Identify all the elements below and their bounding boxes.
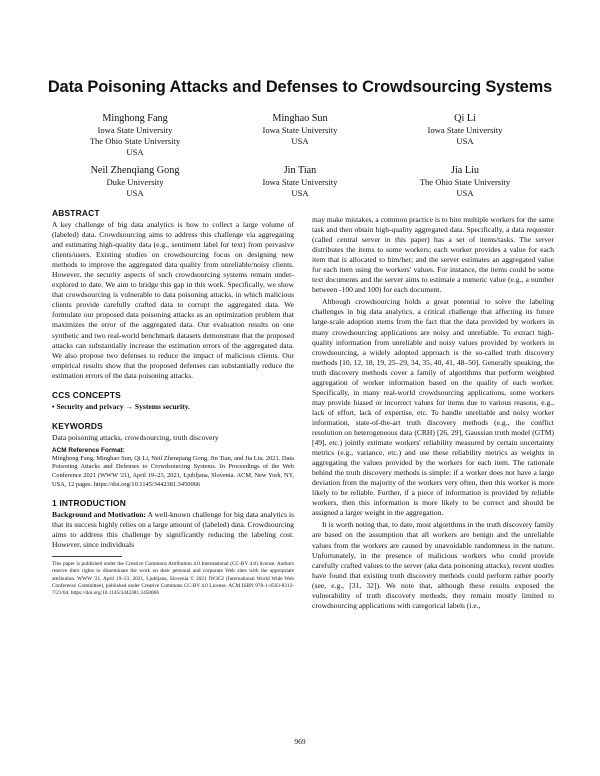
abstract-text: A key challenge of big data analytics is how to collect a large volume of (labeled) data. Crowdsourcing aims to address this challenge via aggregating and estimating high-quality data (e.g., sentiment label for text) from pervasive clients/users. Existing studies on crowdsourcing focus on designing new methods to improve the aggregated data quality from unreliable/noisy clients. However, the security aspects of such crowdsourcing systems remain under-explored to date. We aim to bridge this gap in this work. Specifically, we show that crowdsourcing is vulnerable to data poisoning attacks, in which malicious clients provide carefully crafted data to corrupt the aggregated data. We formulate our proposed data poisoning attacks as an optimization problem that maximizes the error of the aggregated data. Our evaluation results on one synthetic and two real-world benchmark datasets demonstrate that the proposed attacks can substantially increase the estimation errors of the aggregated data. We also propose two defenses to reduce the impact of malicious clients. Our empirical results show that the proposed defenses can substantially reduce the estimation errors of the data poisoning attacks. — [52, 220, 294, 380]
author-4 — [50, 164, 220, 199]
footnote-rule — [52, 556, 122, 557]
right-column — [312, 215, 554, 611]
intro-paragraph-right-1: may make mistakes, a common practice is to hire multiple workers for the same task and then obtain high-quality aggregated data. Specifically, a data requester (called central server in this paper) has a set of items/tasks. The server distributes the items to some workers; each worker provides a value for each item that is allocated to him/her; and the server estimates an aggregated value for each item using the workers' values. For instance, the items could be some text documents and the server aims to estimate a numeric value (e.g., a number between -100 and 100) for each document. — [312, 215, 554, 295]
author-1 — [50, 112, 220, 159]
intro-paragraph-right-3: It is worth noting that, to date, most algorithms in the truth discovery family are based on the assumption that all workers are benign and the unreliable values from the workers are caused by unavoidable randomness in the nature. Unfortunately, in the presence of malicious workers who could provide carefully crafted values to the server (aka data poisoning attacks), recent studies have found that existing truth discovery methods could perform rather poorly (see, e.g., [31, 32]). We note that, although these results exposed the vulnerability of truth discovery methods, they remain mostly limited to crowdsourcing applications with categorical labels (i.e., — [312, 520, 554, 610]
author-country: USA — [456, 188, 474, 199]
author-country: USA — [456, 136, 474, 147]
author-affiliation: Duke University — [106, 177, 164, 187]
author-country: USA — [126, 147, 144, 158]
intro-text-left: A well-known challenge for big data analytics is that its success highly relies on a large amount of (labeled) data. Crowdsourcing aims to address this challenge by significantly reducing the labeling cost. However, since individuals — [52, 510, 295, 550]
left-column — [52, 208, 294, 597]
abstract-heading: ABSTRACT — [52, 208, 100, 218]
author-affiliation: Iowa State University — [427, 125, 503, 135]
license-footnote: This paper is published under the Creative Commons Attribution 4.0 International (CC-BY 4.0) license. Authors reserve their rights to disseminate the work on their personal and corporate Web sites with the appropriate attribution. WWW '21, April 19–23, 2021, Ljubljana, Slovenia © 2021 IW3C2 (International World Wide Web Conference Committee), published under Creative Commons CC-BY 4.0 License. ACM ISBN 978-1-4503-8312-7/21/04. https://doi.org/10.1145/3442381.3450066 — [52, 561, 294, 596]
author-name: Minghong Fang — [102, 113, 168, 124]
author-3 — [380, 112, 550, 147]
author-affiliation: Iowa State University — [262, 125, 338, 135]
paper-title: Data Poisoning Attacks and Defenses to Crowdsourcing Systems — [47, 78, 553, 96]
acm-reference-text: Minghong Fang, Minghao Sun, Qi Li, Neil Zhenqiang Gong, Jin Tian, and Jia Liu. 2021. Data Poisoning Attacks and Defenses to Crowdsourcing Systems. In Proceedings of the Web Conference 2021 (WWW '21), April 19–23, 2021, Ljubljana, Slovenia. ACM, New York, NY, USA, 12 pages. https://doi.org/10.1145/3442381.3450066 — [52, 454, 294, 488]
keywords-text: Data poisoning attacks, crowdsourcing, truth discovery — [52, 432, 219, 442]
author-affiliation: Iowa State University — [262, 177, 338, 187]
author-country: USA — [291, 136, 309, 147]
ccs-heading: CCS CONCEPTS — [52, 389, 121, 400]
page-number: 969 — [294, 737, 306, 746]
author-name: Minghao Sun — [272, 113, 328, 124]
author-5 — [215, 164, 385, 199]
acm-reference-heading: ACM Reference Format: — [52, 446, 125, 454]
intro-paragraph-left — [52, 510, 294, 550]
author-affiliation: The Ohio State University — [89, 136, 181, 147]
author-name: Qi Li — [454, 113, 476, 124]
author-2 — [215, 112, 385, 147]
author-name: Neil Zhenqiang Gong — [90, 165, 180, 176]
author-name: Jin Tian — [283, 165, 317, 176]
author-affiliation: The Ohio State University — [419, 177, 511, 187]
introduction-heading: 1 INTRODUCTION — [52, 498, 126, 509]
author-affiliation: Iowa State University — [97, 125, 173, 135]
author-country: USA — [126, 188, 144, 199]
intro-lead: Background and Motivation: — [52, 510, 146, 520]
intro-paragraph-right-2: Although crowdsourcing holds a great potential to solve the labeling challenges in big data analytics, a critical challenge that affecting its future large-scale adoption stems from the fact that the data provided by workers in many crowdsourcing applications are noisy and unreliable. To extract high-quality information from unreliable and noisy values provided by workers in crowdsourcing, a widely adopted approach is the so-called truth discovery methods [10, 12, 18, 19, 25–29, 34, 35, 40, 41, 48–50]. Generally speaking, the truth discovery methods cover a family of algorithms that perform weighted aggregation of worker information based on the quality of each worker. Specifically, in many real-world crowdsourcing applications, some workers may provide biased or incorrect values for items due to various reasons, e.g., lack of effort, lack of expertise, etc. To handle unreliable and noisy worker information, state-of-the-art truth discovery methods (e.g., the conflict resolution on heterogeneous data (CRH) [26, 29], Gaussian truth model (GTM) [49], etc.) jointly estimate workers' reliability measured by certain uncertainty metrics (e.g., variance, etc.) and use these reliability metrics as weights in aggregating the values provided by the workers for each item. The rationale behind the truth discovery methods is simple: if a worker does not have a large deviation from the majority of the workers very often, then this worker is more likely to be reliable. Further, if a piece of information is provided by reliable workers, then this information is more likely to be correct and should be assigned a larger weight in the aggregation. — [312, 297, 554, 518]
ccs-concepts: • Security and privacy → Systems security. — [52, 401, 190, 411]
author-country: USA — [291, 188, 309, 199]
author-6 — [380, 164, 550, 199]
author-name: Jia Liu — [450, 165, 479, 176]
keywords-heading: KEYWORDS — [52, 420, 103, 431]
